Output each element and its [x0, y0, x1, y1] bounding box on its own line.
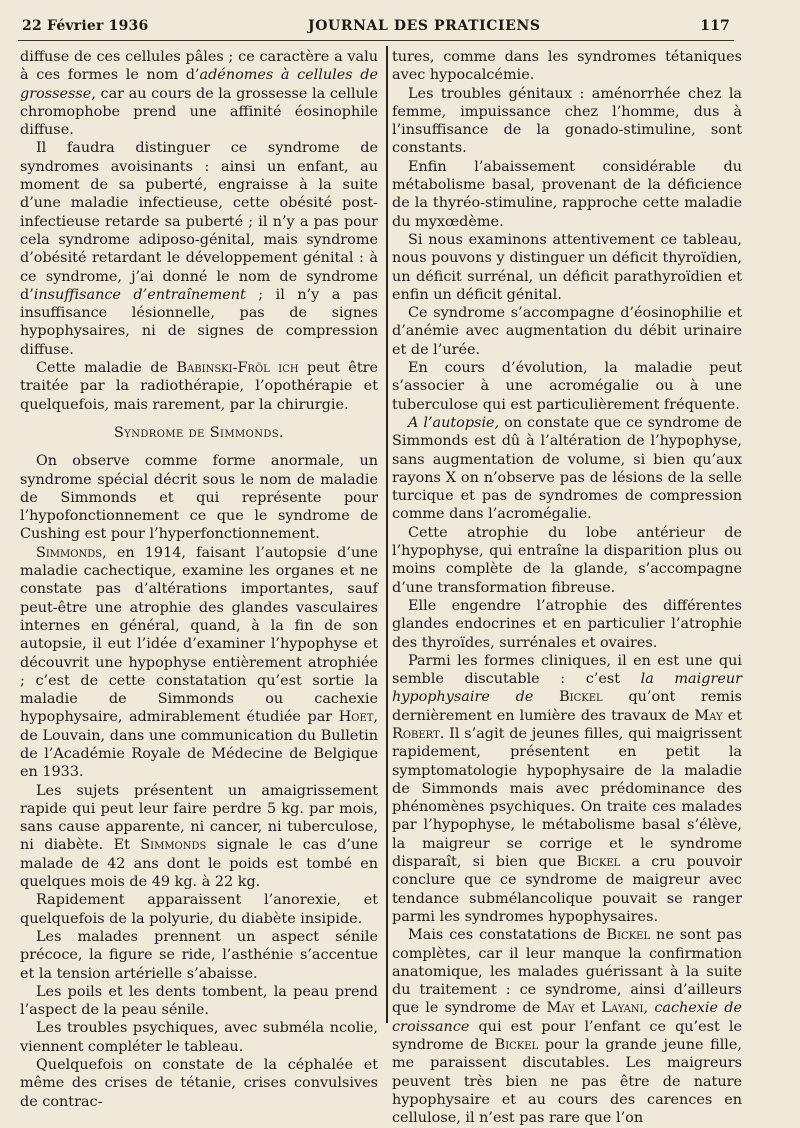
- paragraph: Les troubles psychiques, avec subméla ncolie, viennent compléter le tableau.: [20, 1020, 378, 1055]
- paragraph: Les malades prennent un aspect sénile précoce, la figure se ride, l’asthénie s’accentue et la tension artérielle s’abaisse.: [20, 928, 378, 982]
- header-page-number: 117: [700, 18, 730, 34]
- paragraph: Cette atrophie du lobe antérieur de l’hypophyse, qui entraîne la disparition plus ou moins complète de la glande, s’accompagne d’une transformation fibreuse.: [392, 524, 742, 596]
- paragraph: Ce syndrome s’accompagne d’éosinophilie et d’anémie avec augmentation du débit urinaire et de l’urée.: [392, 305, 742, 358]
- header-date: 22 Février 1936: [22, 18, 149, 34]
- paragraph: tures, comme dans les syndromes tétaniques avec hypocalcémie.: [392, 49, 742, 84]
- paragraph: A l’autopsie, on constate que ce syndrome de Simmonds est dû à l’altération de l’hypophyse, sans augmentation de volume, si bien qu’aux rayons X on n’observe pas de lésions de la selle turcique et pas de syndromes de compression comme dans l’acromégalie.: [392, 414, 742, 523]
- section-heading: Syndrome de Simmonds.: [113, 424, 285, 441]
- paragraph: Il faudra distinguer ce syndrome de syndromes avoisinants : ainsi un enfant, au moment de sa puberté, engraisse à la suite d’une maladie infectieuse, cette obésité post-infectieuse retarde sa puberté ; il n’y a pas pour cela syndrome adiposo-génital, mais syndrome d’obésité retardant le développement génital : à ce syndrome, j’ai donné le nom de syndrome d’insuffisance d’entraînement ; il n’y a pas insuffisance lésionnelle, pas de signes hypophysaires, ni de signes de compression diffuse.: [20, 140, 379, 358]
- running-header: [22, 14, 730, 38]
- paragraph: Quelquefois on constate de la céphalée et même des crises de tétanie, crises convulsives de contrac-: [20, 1057, 378, 1110]
- paragraph: Simmonds, en 1914, faisant l’autopsie d’une maladie cachectique, examine les organes et ne constate pas d’altérations importantes, sauf peut-être une atrophie des glandes vasculaires internes en général, quand, à la fin de son autopsie, il eut l’idée d’examiner l’hypophyse et découvrit une hypophyse entièrement atrophiée ; c’est de cette constatation qu’est sortie la maladie de Simmonds ou cachexie hypophysaire, admirablement étudiée par Hoet, de Louvain, dans une communication du Bulletin de l’Académie Royale de Médecine de Belgique en 1933.: [20, 544, 378, 781]
- paragraph: En cours d’évolution, la maladie peut s’associer à une acromégalie ou à une tuberculose qui est particulièrement fréquente.: [392, 360, 742, 413]
- paragraph: Elle engendre l’atrophie des différentes glandes endocrines et en particulier l’atrophie des thyroïdes, surrénales et ovaires.: [392, 597, 742, 651]
- paragraph: Les poils et les dents tombent, la peau prend l’aspect de la peau sénile.: [20, 983, 378, 1019]
- paragraph: On observe comme forme anormale, un syndrome spécial décrit sous le nom de maladie de Simmonds et qui représente pour l’hypofonctionnement ce que le syndrome de Cushing est pour l’hyperfonctionnement.: [20, 453, 378, 543]
- paragraph: Enfin l’abaissement considérable du métabolisme basal, provenant de la déficience de la thyréo-stimuline, rapproche cette maladie du myxœdème.: [392, 158, 742, 230]
- paragraph: Les sujets présentent un amaigrissement rapide qui peut leur faire perdre 5 kg. par mois, sans cause apparente, ni cancer, ni tuberculose, ni diabète. Et Simmonds signale le cas d’une malade de 42 ans dont le poids est tombé en quelques mois de 49 kg. à 22 kg.: [20, 782, 378, 891]
- column-divider: [386, 46, 388, 1023]
- left-column: [20, 48, 379, 1110]
- paragraph: Rapidement apparaissent l’anorexie, et quelquefois de la polyurie, du diabète insipide.: [20, 892, 378, 927]
- paragraph: Mais ces constatations de Bickel ne sont pas complètes, car il leur manque la confirmation anatomique, les malades guérissant à la suite du traitement : ce syndrome, ainsi d’ailleurs que le syndrome de May et Layani, cachexie de croissance qui est pour l’enfant ce qu’est le syndrome de Bickel pour la grande jeune fille, me paraissent discutables. Les maigreurs peuvent très bien ne pas être de nature hypophysaire et au cours des carences en cellulose, il n’est pas rare que l’on: [392, 927, 743, 1127]
- right-column: [392, 48, 743, 1127]
- header-journal-title: JOURNAL DES PRATICIENS: [308, 18, 541, 34]
- paragraph: diffuse de ces cellules pâles ; ce caractère a valu à ces formes le nom d’adénomes à cellules de grossesse, car au cours de la grossesse la cellule chromophobe prend une affinité éosinophile diffuse.: [20, 49, 379, 139]
- paragraph: Les troubles génitaux : aménorrhée chez la femme, impuissance chez l’homme, dus à l’insuffisance de la gonado-stimuline, sont constants.: [392, 85, 742, 157]
- paragraph: Si nous examinons attentivement ce tableau, nous pouvons y distinguer un déficit thyroïdien, un déficit surrénal, un déficit parathyroïdien et enfin un déficit génital.: [392, 231, 742, 303]
- header-rule: [18, 40, 734, 41]
- paragraph: Cette maladie de Babinski-Fröl ich peut être traitée par la radiothérapie, l’opothérapie et quelquefois, mais rarement, par la chirurgie.: [20, 360, 378, 413]
- paragraph: Parmi les formes cliniques, il en est une qui semble discutable : c’est la maigreur hypophysaire de Bickel qu’ont remis dernièrement en lumière des travaux de May et Robert. Il s’agit de jeunes filles, qui maigrissent rapidement, présentent en petit la symptomatologie hypophysaire de la maladie de Simmonds mais avec prédominance des phénomènes psychiques. On traite ces malades par l’hypophyse, le métabolisme basal s’élève, la maigreur se corrige et le syndrome disparaît, si bien que Bickel a cru pouvoir conclure que ce syndrome de maigreur avec tendance submélancolique pouvait se ranger parmi les syndromes hypophysaires.: [392, 652, 743, 925]
